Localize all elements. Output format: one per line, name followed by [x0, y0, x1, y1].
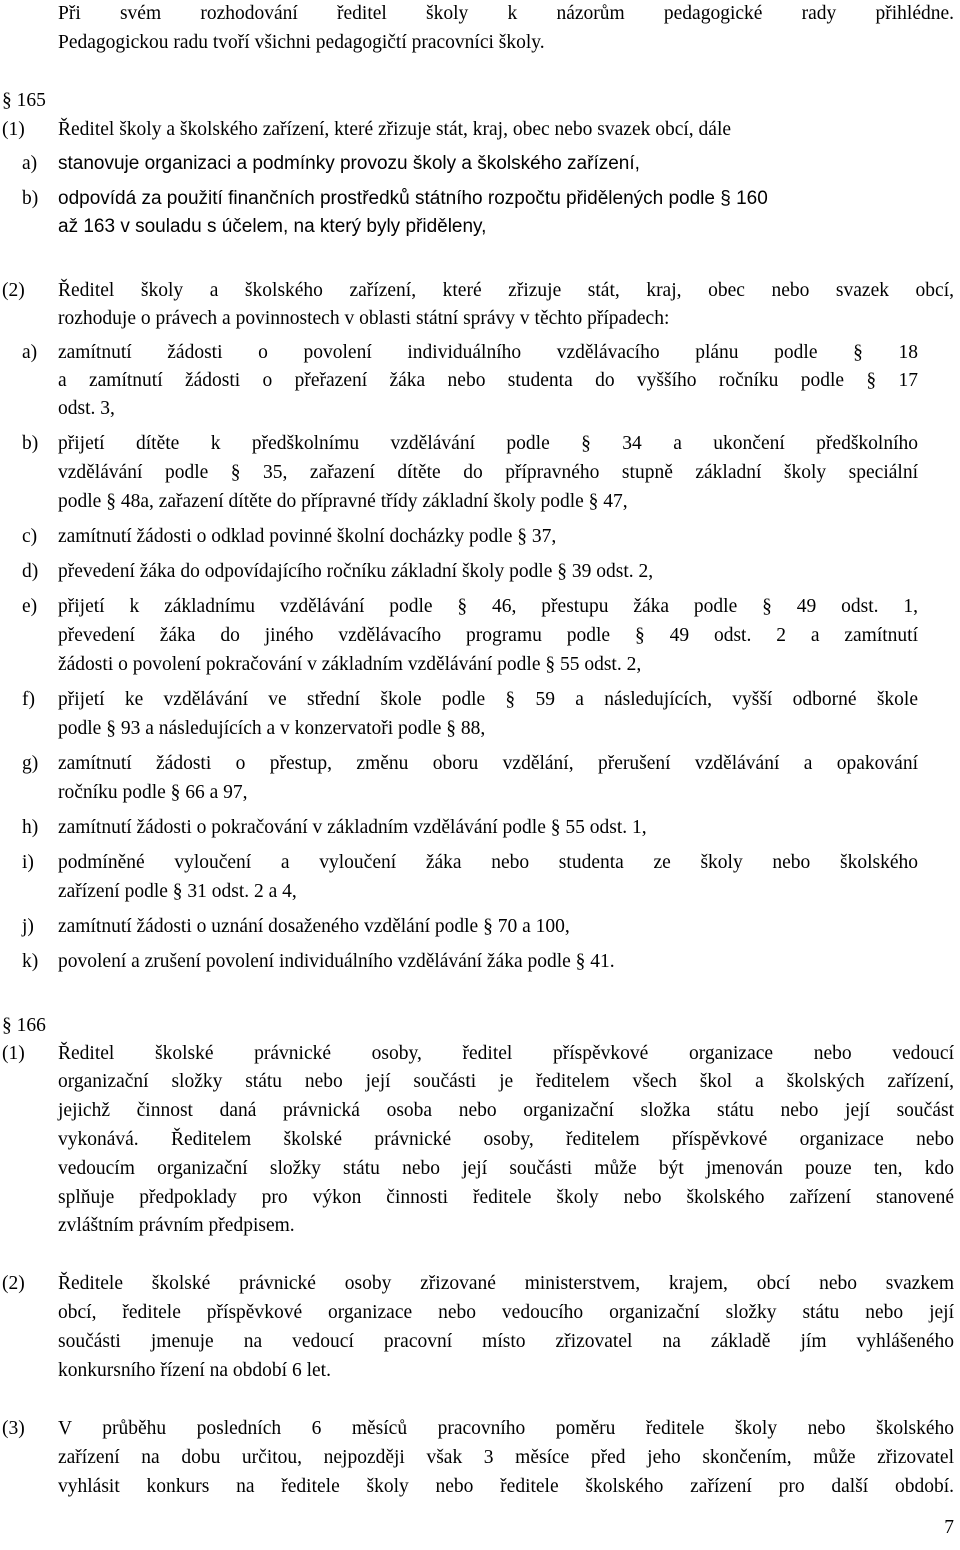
item-marker: a) [22, 342, 38, 363]
paragraph-marker: (1) [2, 119, 25, 140]
item-line: stanovuje organizaci a podmínky provozu školy a školského zařízení, [58, 153, 640, 174]
item-line: a zamítnutí žádosti o přeřazení žáka nebo studenta do vyššího ročníku podle § 17 [58, 370, 918, 391]
paragraph-line: organizační složky státu nebo její součásti je ředitelem všech škol a školských zařízení, [58, 1071, 954, 1092]
item-line: zamítnutí žádosti o přestup, změnu oboru vzdělání, přerušení vzdělávání a opakování [58, 753, 918, 774]
paragraph-line: jejichž činnost daná právnická osoba nebo organizační složka státu nebo její součást [58, 1100, 954, 1121]
item-marker: k) [22, 951, 39, 972]
intro-line: Pedagogickou radu tvoří všichni pedagogičtí pracovníci školy. [58, 32, 545, 53]
paragraph-marker: (3) [2, 1418, 25, 1439]
item-line: přijetí k základnímu vzdělávání podle § 46, přestupu žáka podle § 49 odst. 1, [58, 596, 918, 617]
paragraph-line: splňuje předpoklady pro výkon činnosti ředitele školy nebo školského zařízení stanovené [58, 1187, 954, 1208]
paragraph-marker: (2) [2, 1273, 25, 1294]
item-marker: c) [22, 526, 38, 547]
paragraph-line: konkursního řízení na období 6 let. [58, 1360, 331, 1381]
item-line: žádosti o povolení pokračování v základním vzdělávání podle § 55 odst. 2, [58, 654, 642, 675]
paragraph-line: Ředitel školy a školského zařízení, které zřizuje stát, kraj, obec nebo svazek obcí, [58, 280, 954, 301]
item-line: převedení žáka do jiného vzdělávacího programu podle § 49 odst. 2 a zamítnutí [58, 625, 918, 646]
paragraph-line: Ředitel školské právnické osoby, ředitel příspěvkové organizace nebo vedoucí [58, 1043, 954, 1064]
item-line: zařízení podle § 31 odst. 2 a 4, [58, 881, 297, 902]
paragraph-text: Ředitel školy a školského zařízení, které zřizuje stát, kraj, obec nebo svazek obcí, dále [58, 119, 732, 140]
paragraph-line: rozhoduje o právech a povinnostech v oblasti státní správy v těchto případech: [58, 308, 670, 329]
item-line: zamítnutí žádosti o uznání dosaženého vzdělání podle § 70 a 100, [58, 916, 570, 937]
item-line: zamítnutí žádosti o povolení individuálního vzdělávacího plánu podle § 18 [58, 342, 918, 363]
item-line: ročníku podle § 66 a 97, [58, 782, 248, 803]
item-marker: e) [22, 596, 38, 617]
item-line: až 163 v souladu s účelem, na který byly přiděleny, [58, 216, 487, 237]
section-heading-166: § 166 [2, 1015, 46, 1036]
item-line: podmíněné vyloučení a vyloučení žáka nebo studenta ze školy nebo školského [58, 852, 918, 873]
item-marker: h) [22, 817, 39, 838]
paragraph-line: vyhlásit konkurs na ředitele školy nebo ředitele školského zařízení pro další období. [58, 1476, 954, 1497]
item-marker: b) [22, 188, 39, 209]
page-number: 7 [944, 1517, 954, 1538]
item-line: vzdělávání podle § 35, zařazení dítěte do přípravného stupně základní školy speciální [58, 462, 918, 483]
item-line: zamítnutí žádosti o odklad povinné školní docházky podle § 37, [58, 526, 557, 547]
paragraph-line: obcí, ředitele příspěvkové organizace nebo vedoucího organizační složky státu nebo její [58, 1302, 954, 1323]
paragraph-line: vykonává. Ředitelem školské právnické osoby, ředitelem příspěvkové organizace nebo [58, 1129, 954, 1150]
paragraph-line: zvláštním právním předpisem. [58, 1215, 295, 1236]
item-line: odpovídá za použití finančních prostředků státního rozpočtu přidělených podle § 160 [58, 188, 768, 209]
item-marker: f) [22, 689, 35, 710]
item-line: zamítnutí žádosti o pokračování v základním vzdělávání podle § 55 odst. 1, [58, 817, 647, 838]
item-marker: g) [22, 753, 39, 774]
item-line: povolení a zrušení povolení individuálního vzdělávání žáka podle § 41. [58, 951, 615, 972]
section-heading-165: § 165 [2, 90, 46, 111]
item-line: podle § 48a, zařazení dítěte do přípravné třídy základní školy podle § 47, [58, 491, 628, 512]
item-line: převedení žáka do odpovídajícího ročníku základní školy podle § 39 odst. 2, [58, 561, 654, 582]
paragraph-line: Ředitele školské právnické osoby zřizované ministerstvem, krajem, obcí nebo svazkem [58, 1273, 954, 1294]
item-marker: j) [22, 916, 34, 937]
item-marker: b) [22, 433, 39, 454]
intro-line: Při svém rozhodování ředitel školy k názorům pedagogické rady přihlédne. [58, 3, 954, 24]
item-line: odst. 3, [58, 398, 115, 419]
item-marker: a) [22, 153, 38, 174]
paragraph-line: V průběhu posledních 6 měsíců pracovního poměru ředitele školy nebo školského [58, 1418, 954, 1439]
item-line: přijetí dítěte k předškolnímu vzdělávání podle § 34 a ukončení předškolního [58, 433, 918, 454]
paragraph-marker: (2) [2, 280, 25, 301]
paragraph-line: vedoucím organizační složky státu nebo její součásti může být jmenován pouze ten, kdo [58, 1158, 954, 1179]
item-line: podle § 93 a následujících a v konzervatoři podle § 88, [58, 718, 486, 739]
item-marker: d) [22, 561, 39, 582]
paragraph-line: součásti jmenuje na vedoucí pracovní místo zřizovatel na základě jím vyhlášeného [58, 1331, 954, 1352]
paragraph-marker: (1) [2, 1043, 25, 1064]
paragraph-line: zařízení na dobu určitou, nejpozději však 3 měsíce před jeho skončením, může zřizovatel [58, 1447, 954, 1468]
item-line: přijetí ke vzdělávání ve střední škole podle § 59 a následujících, vyšší odborné škole [58, 689, 918, 710]
item-marker: i) [22, 852, 34, 873]
